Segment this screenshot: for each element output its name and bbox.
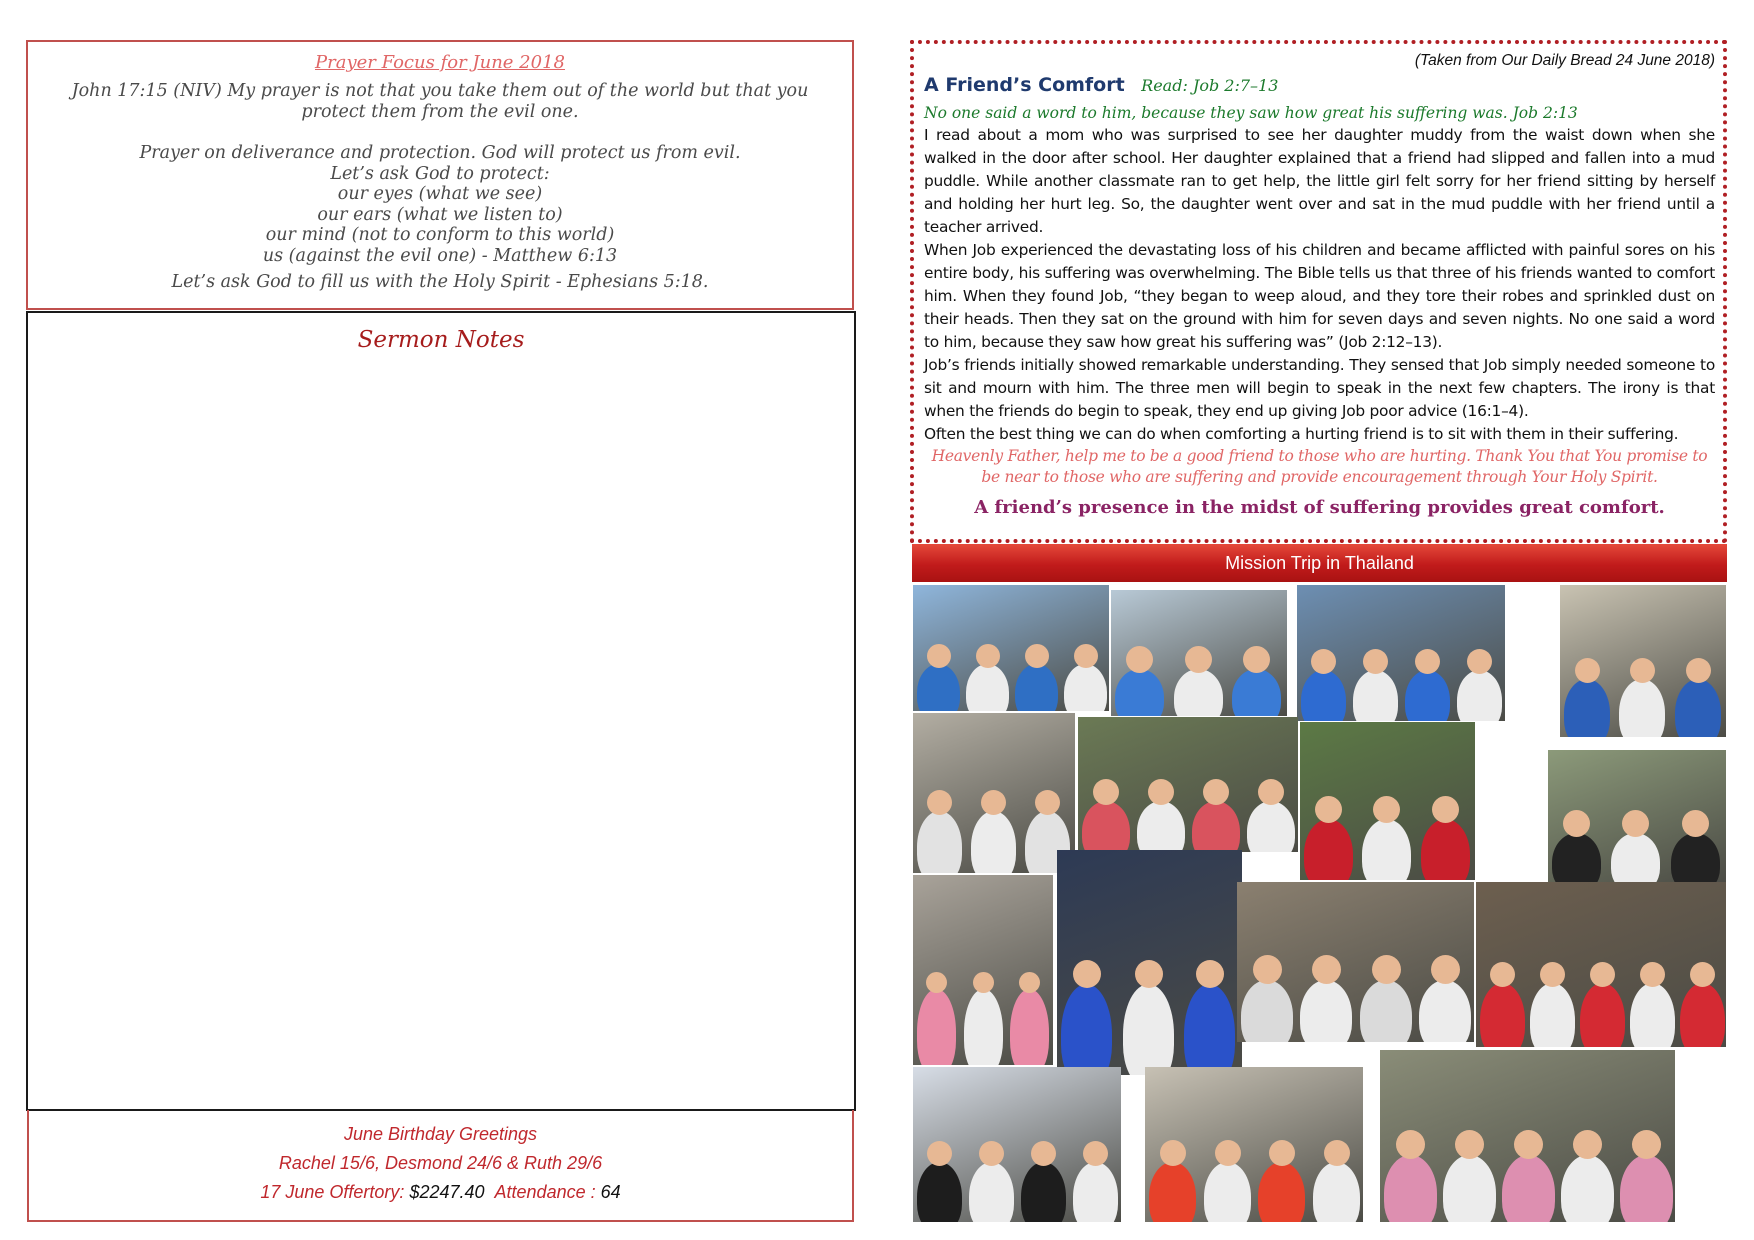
praying-together-photo: [1300, 722, 1475, 880]
large-group-seated-photo: [1237, 882, 1474, 1042]
prayer-focus-box: [26, 40, 854, 310]
prayer-line: our ears (what we listen to): [317, 204, 563, 225]
devotional-paragraph: When Job experienced the devastating loss of his children and became afflicted with painful sores on his entire body, his suffering was overwhelming. The Bible tells us that three of his friends wanted to comfort him. When they found Job, “they began to weep aloud, and they tore their robes and sprinkled dust on their heads. Then they sat on the ground with him for seven days and seven nights. No one said a word to him, because they saw how great his suffering was” (Job 2:12–13).: [924, 241, 1715, 351]
devotional-source: (Taken from Our Daily Bread 24 June 2018): [1414, 52, 1715, 69]
child-writing-photo: [1145, 1067, 1363, 1222]
outdoor-group-photo: [1380, 1050, 1675, 1222]
devotional-heading: [924, 74, 1715, 102]
elderly-couple-photo: [1560, 585, 1726, 737]
table-writing-photo: [913, 1067, 1121, 1222]
prayer-line: Prayer on deliverance and protection. God will protect us from evil.: [139, 143, 741, 163]
umbrella-selfie-photo: [1111, 590, 1287, 716]
devotional-box: [910, 40, 1727, 543]
prayer-line: our mind (not to conform to this world): [265, 225, 615, 245]
prayer-line: our eyes (what we see): [337, 184, 543, 204]
prayer-focus-verse: John 17:15 (NIV) My prayer is not that you take them out of the world but that you protect them from the evil one.: [71, 81, 809, 122]
prayer-elderly-woman-photo: [1548, 750, 1726, 882]
meal-gathering-photo: [1476, 882, 1726, 1047]
devotional-paragraph: I read about a mom who was surprised to see her daughter muddy from the waist down when she walked in the door after school. Her daughter explained that a friend had slipped and fallen into a mud puddle. While another classmate ran to get help, the little girl felt sorry for her friend sitting by herself and holding her hurt leg. So, the daughter went over and sat in the mud puddle with her friend until a teacher arrived.: [924, 126, 1715, 236]
devotional-key-verse: No one said a word to him, because they saw how great his suffering was. Job 2:13: [924, 104, 1578, 122]
attendance-label: Attendance :: [494, 1182, 596, 1202]
devotional-thought: A friend’s presence in the midst of suffering provides great comfort.: [974, 497, 1665, 518]
mission-header: Mission Trip in Thailand: [912, 544, 1727, 582]
prayer-line: Let’s ask God to protect:: [330, 163, 550, 184]
offertory-value: $2247.40: [409, 1182, 485, 1202]
offertory-attendance: [29, 1178, 852, 1207]
devotional-paragraph: Often the best thing we can do when comforting a hurting friend is to sit with them in their suffering.: [924, 425, 1679, 443]
attendance-value: 64: [600, 1182, 621, 1202]
roadside-group-photo: [913, 713, 1075, 873]
devotional-reading: Read: Job 2:7–13: [1141, 76, 1279, 95]
sermon-notes-title: Sermon Notes: [357, 327, 525, 353]
prayer-focus-lines: [28, 143, 852, 266]
devotional-prayer: Heavenly Father, help me to be a good friend to those who are hurting. Thank You that You promise to be near to those who are suffering and provide encouragement through Your Holy Spirit.: [931, 447, 1708, 486]
birthday-box: [27, 1110, 854, 1222]
group-selfie-photo: [913, 585, 1109, 711]
group-blue-shirts-photo: [1297, 585, 1505, 721]
offertory-label: 17 June Offertory:: [260, 1182, 405, 1202]
prayer-focus-closing: Let’s ask God to fill us with the Holy Spirit - Ephesians 5:18.: [171, 272, 709, 292]
prayer-line: us (against the evil one) - Matthew 6:13: [262, 245, 618, 266]
devotional-title: A Friend’s Comfort: [924, 74, 1125, 96]
blue-table-meal-photo: [1057, 850, 1242, 1075]
prayer-focus-title: Prayer Focus for June 2018: [315, 52, 565, 73]
birthday-names: Rachel 15/6, Desmond 24/6 & Ruth 29/6: [278, 1153, 603, 1173]
birthday-title: June Birthday Greetings: [343, 1124, 538, 1144]
children-eating-photo: [1078, 717, 1298, 852]
sermon-notes-box: [26, 311, 856, 1111]
devotional-paragraph: Job’s friends initially showed remarkable understanding. They sensed that Job simply needed someone to sit and mourn with him. The three men will begin to speak in the next few chapters. The irony is that when the friends do begin to speak, they end up giving Job poor advice (16:1–4).: [924, 356, 1715, 420]
helping-women-photo: [913, 875, 1053, 1065]
